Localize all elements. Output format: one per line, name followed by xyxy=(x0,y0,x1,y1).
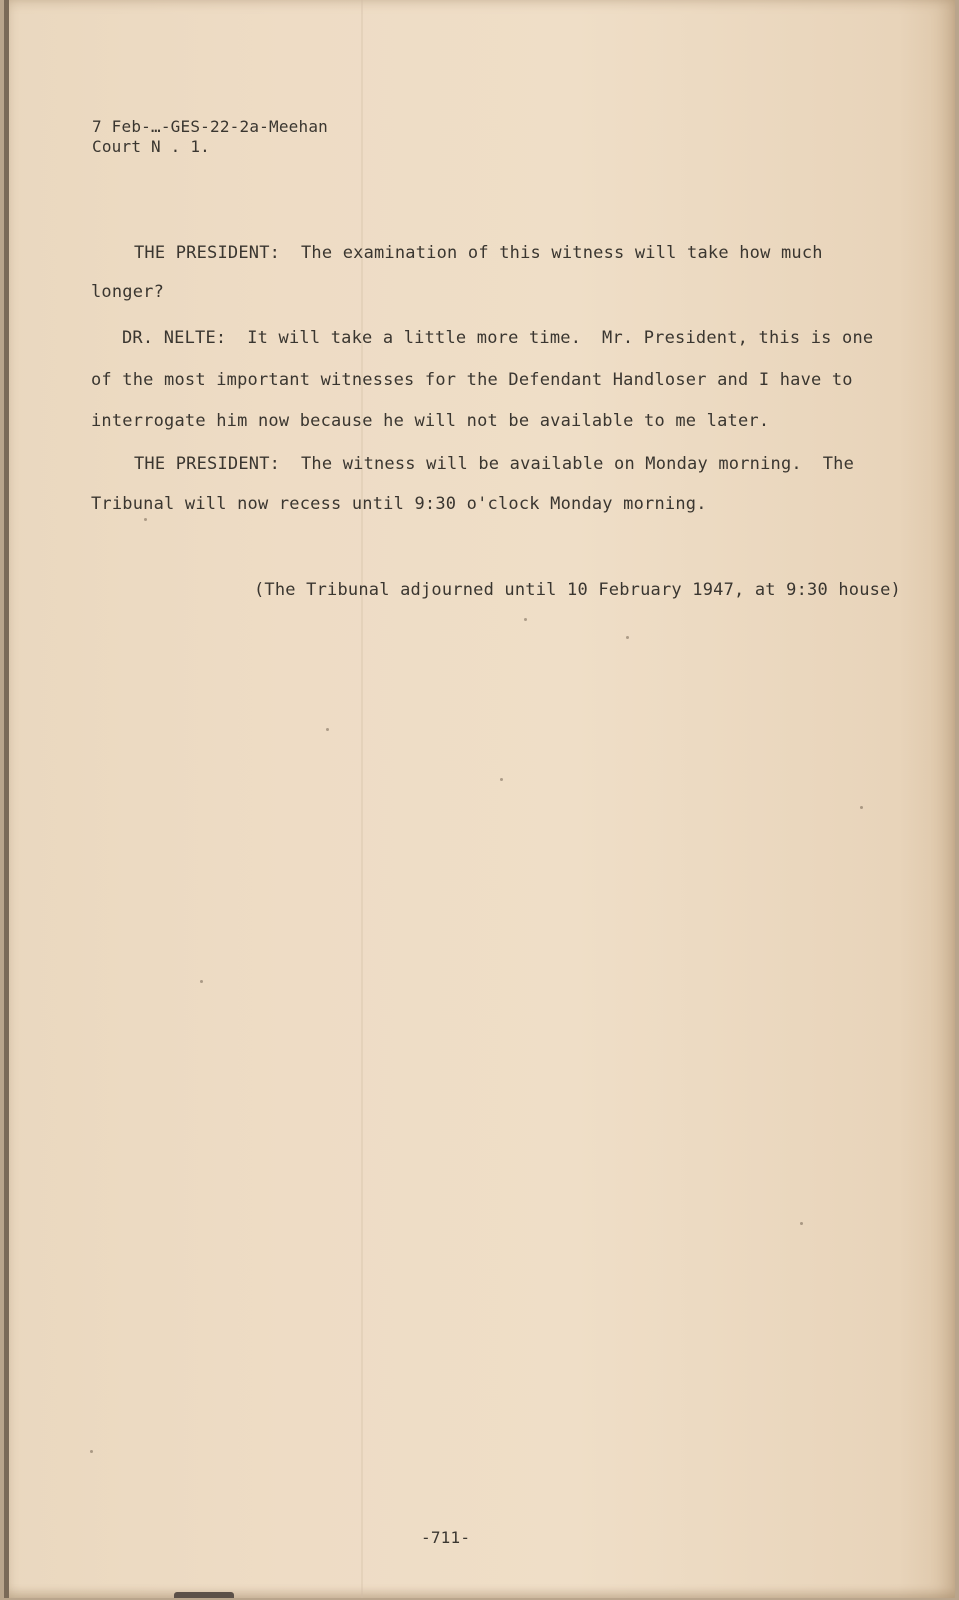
paper-speck xyxy=(144,518,147,521)
transcript-line: DR. NELTE: It will take a little more time. Mr. President, this is one xyxy=(122,328,874,348)
page-edge xyxy=(4,0,9,1598)
paper-speck xyxy=(860,806,863,809)
header-document-id: 7 Feb-…-GES-22-2a-Meehan xyxy=(92,117,328,136)
adjournment-note: (The Tribunal adjourned until 10 February 1947, at 9:30 house) xyxy=(254,580,901,600)
paper-speck xyxy=(800,1222,803,1225)
transcript-line: THE PRESIDENT: The witness will be available on Monday morning. The xyxy=(134,454,855,474)
document-page xyxy=(4,0,955,1598)
paper-speck xyxy=(326,728,329,731)
transcript-line: longer? xyxy=(91,282,165,302)
transcript-line: of the most important witnesses for the Defendant Handloser and I have to xyxy=(91,370,853,390)
transcript-line: Tribunal will now recess until 9:30 o'clock Monday morning. xyxy=(91,494,707,514)
fold-line xyxy=(361,0,363,1598)
transcript-line: interrogate him now because he will not be available to me later. xyxy=(91,411,770,431)
header-court: Court N . 1. xyxy=(92,137,210,156)
paper-speck xyxy=(626,636,629,639)
transcript-line: THE PRESIDENT: The examination of this witness will take how much xyxy=(134,243,823,263)
paper-speck xyxy=(524,618,527,621)
paper-speck xyxy=(200,980,203,983)
paper-speck xyxy=(90,1450,93,1453)
page-number: -711- xyxy=(421,1528,471,1547)
page-tear xyxy=(174,1592,234,1598)
paper-speck xyxy=(500,778,503,781)
